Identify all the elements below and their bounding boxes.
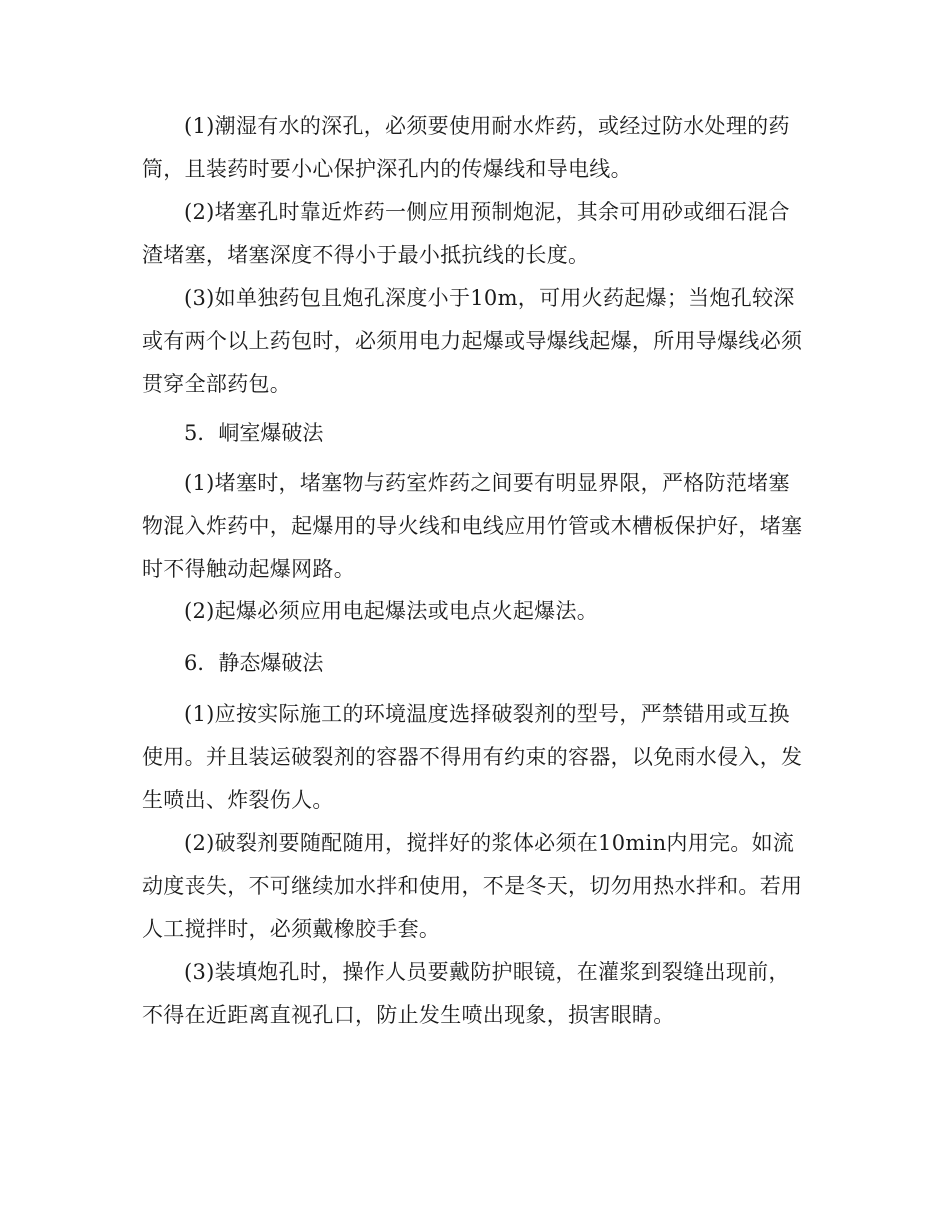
paragraph-hole-plugging: (2)堵塞孔时靠近炸药一侧应用预制炮泥，其余可用砂或细石混合渣堵塞，堵塞深度不得小于最小抵抗线的长度。 <box>142 200 790 267</box>
section-heading-static-blasting: 6．静态爆破法 <box>184 651 324 675</box>
paragraph-chamber-plugging: (1)堵塞时，堵塞物与药室炸药之间要有明显界限，严格防范堵塞物混入炸药中，起爆用的导火线和电线应用竹管或木槽板保护好，堵塞时不得触动起爆网路。 <box>142 471 803 581</box>
paragraph-deep-hole-waterproof: (1)潮湿有水的深孔，必须要使用耐水炸药，或经过防水处理的药筒，且装药时要小心保护深孔内的传爆线和导电线。 <box>142 114 790 181</box>
paragraph-electric-detonation: (2)起爆必须应用电起爆法或电点火起爆法。 <box>184 599 599 623</box>
paragraph-filling-protection: (3)装填炮孔时，操作人员要戴防护眼镜，在灌浆到裂缝出现前，不得在近距离直视孔口，防止发生喷出现象，损害眼睛。 <box>142 960 790 1027</box>
paragraph-cracking-agent-selection: (1)应按实际施工的环境温度选择破裂剂的型号，严禁错用或互换使用。并且装运破裂剂的容器不得用有约束的容器，以免雨水侵入，发生喷出、炸裂伤人。 <box>142 702 803 812</box>
paragraph-detonation-method: (3)如单独药包且炮孔深度小于10m，可用火药起爆；当炮孔较深或有两个以上药包时，必须用电力起爆或导爆线起爆，所用导爆线必须贯穿全部药包。 <box>142 286 803 396</box>
section-heading-chamber-blasting: 5．峒室爆破法 <box>184 421 324 445</box>
paragraph-cracking-agent-mixing: (2)破裂剂要随配随用，搅拌好的浆体必须在10min内用完。如流动度丧失，不可继续加水拌和使用，不是冬天，切勿用热水拌和。若用人工搅拌时，必须戴橡胶手套。 <box>142 831 803 941</box>
